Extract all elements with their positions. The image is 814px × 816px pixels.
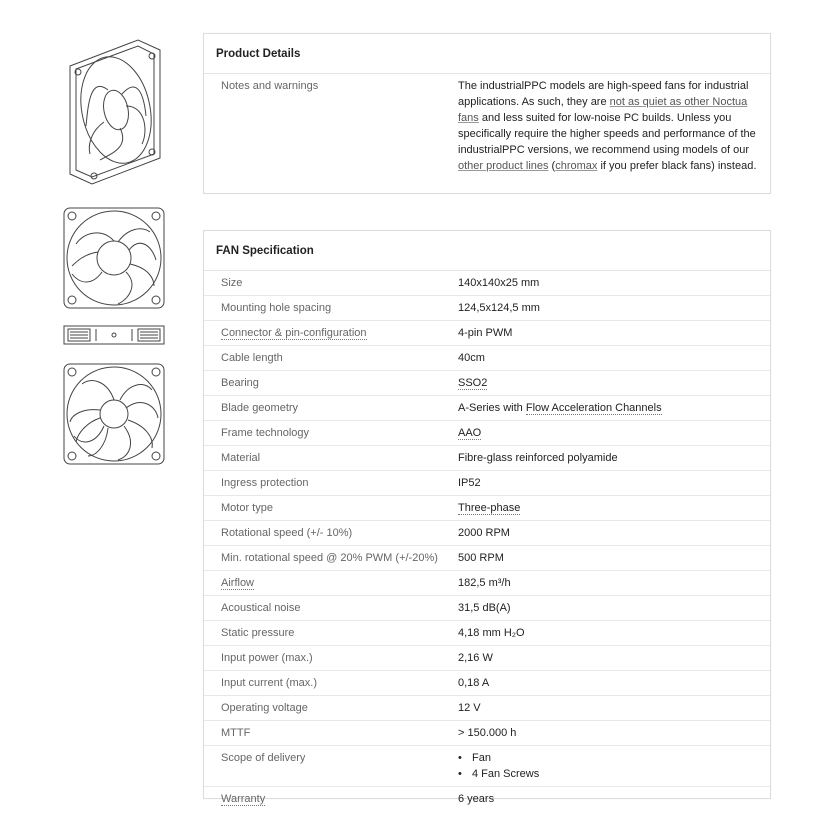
spec-value — [458, 750, 758, 782]
scope-of-delivery-list — [458, 750, 758, 782]
notes-label: Notes and warnings — [221, 80, 319, 92]
fan-perspective-image[interactable] — [60, 36, 168, 186]
fan-spec-header — [204, 231, 770, 271]
spec-value — [458, 427, 758, 440]
spec-value — [458, 502, 758, 515]
spec-label: Size — [221, 277, 243, 289]
spec-label: Ingress protection — [221, 477, 309, 489]
spec-row — [204, 696, 770, 721]
warranty-info-link[interactable]: Warranty — [221, 793, 266, 805]
spec-label — [221, 577, 254, 589]
three-phase-info-link[interactable]: Three-phase — [458, 502, 521, 514]
spec-value: 500 RPM — [458, 552, 504, 564]
fan-spec-title: FAN Specification — [216, 245, 314, 257]
notes-row — [204, 74, 770, 192]
spec-row — [204, 296, 770, 321]
fan-back-image[interactable] — [62, 362, 166, 466]
spec-row — [204, 746, 770, 787]
spec-row — [204, 496, 770, 521]
list-item: • Fan — [458, 750, 758, 766]
connector-info-link[interactable]: Connector & pin-configuration — [221, 327, 367, 339]
spec-value: 12 V — [458, 702, 481, 714]
fan-front-image[interactable] — [62, 206, 166, 310]
spec-label: MTTF — [221, 727, 251, 739]
product-image-gallery — [60, 36, 168, 466]
aao-info-link[interactable]: AAO — [458, 427, 482, 439]
spec-value: 124,5x124,5 mm — [458, 302, 540, 314]
list-item: • 4 Fan Screws — [458, 766, 758, 782]
spec-value: Fibre-glass reinforced polyamide — [458, 452, 618, 464]
spec-value: 182,5 m³/h — [458, 577, 511, 589]
spec-label: Static pressure — [221, 627, 295, 639]
flow-acceleration-channels-link[interactable]: Flow Acceleration Channels — [525, 402, 662, 414]
product-details-header — [204, 34, 770, 74]
spec-label: Bearing — [221, 377, 259, 389]
spec-value: 31,5 dB(A) — [458, 602, 511, 614]
spec-row — [204, 596, 770, 621]
spec-label: Motor type — [221, 502, 273, 514]
spec-label: Input power (max.) — [221, 652, 313, 664]
spec-value: 4,18 mm H₂O — [458, 627, 525, 639]
product-details-title: Product Details — [216, 48, 301, 60]
spec-label: Blade geometry — [221, 402, 299, 414]
spec-row — [204, 321, 770, 346]
spec-value: 0,18 A — [458, 677, 490, 689]
spec-label: Material — [221, 452, 261, 464]
spec-value: IP52 — [458, 477, 481, 489]
spec-label: Mounting hole spacing — [221, 302, 332, 314]
spec-label: Operating voltage — [221, 702, 308, 714]
spec-label: Min. rotational speed @ 20% PWM (+/-20%) — [221, 552, 438, 564]
spec-row — [204, 721, 770, 746]
spec-row — [204, 621, 770, 646]
chromax-link[interactable]: chromax — [555, 160, 598, 172]
spec-row — [204, 471, 770, 496]
not-as-quiet-link[interactable]: not as quiet as other Noctua fans — [458, 96, 748, 124]
spec-label — [221, 327, 367, 339]
spec-row — [204, 346, 770, 371]
spec-label: Rotational speed (+/- 10%) — [221, 527, 353, 539]
airflow-info-link[interactable]: Airflow — [221, 577, 255, 589]
fan-specification-panel — [203, 230, 771, 805]
spec-row — [204, 446, 770, 471]
product-details-panel — [203, 33, 771, 194]
spec-row — [204, 787, 770, 811]
other-product-lines-link[interactable]: other product lines — [458, 160, 549, 172]
spec-value: A-Series with Flow Acceleration Channels — [458, 402, 662, 414]
spec-label: Frame technology — [221, 427, 310, 439]
spec-label: Acoustical noise — [221, 602, 301, 614]
spec-label: Scope of delivery — [221, 752, 306, 764]
spec-value: 2000 RPM — [458, 527, 510, 539]
spec-value: 6 years — [458, 793, 495, 805]
spec-value: > 150.000 h — [458, 727, 517, 739]
spec-row — [204, 671, 770, 696]
spec-row — [204, 521, 770, 546]
fan-side-image[interactable] — [62, 324, 166, 346]
spec-label — [221, 793, 265, 805]
spec-row — [204, 646, 770, 671]
spec-row — [204, 371, 770, 396]
spec-row — [204, 421, 770, 446]
spec-label: Input current (max.) — [221, 677, 317, 689]
spec-value: 2,16 W — [458, 652, 493, 664]
spec-value: 4-pin PWM — [458, 327, 513, 339]
spec-label: Cable length — [221, 352, 283, 364]
spec-value — [458, 377, 758, 390]
spec-row — [204, 571, 770, 596]
spec-value: 40cm — [458, 352, 485, 364]
spec-row — [204, 546, 770, 571]
spec-value: 140x140x25 mm — [458, 277, 540, 289]
spec-row — [204, 271, 770, 296]
spec-row — [204, 396, 770, 421]
notes-text: The industrialPPC models are high-speed fans for industrial applications. As such, they are not as quiet as other Noctua fans and less suited for low-noise PC builds. Unless you specifically require the higher speeds and performance of the industrialPPC versions, we recommend using models of our other product lines (chromax if you prefer black fans) instead. — [458, 80, 757, 172]
sso2-info-link[interactable]: SSO2 — [458, 377, 488, 389]
